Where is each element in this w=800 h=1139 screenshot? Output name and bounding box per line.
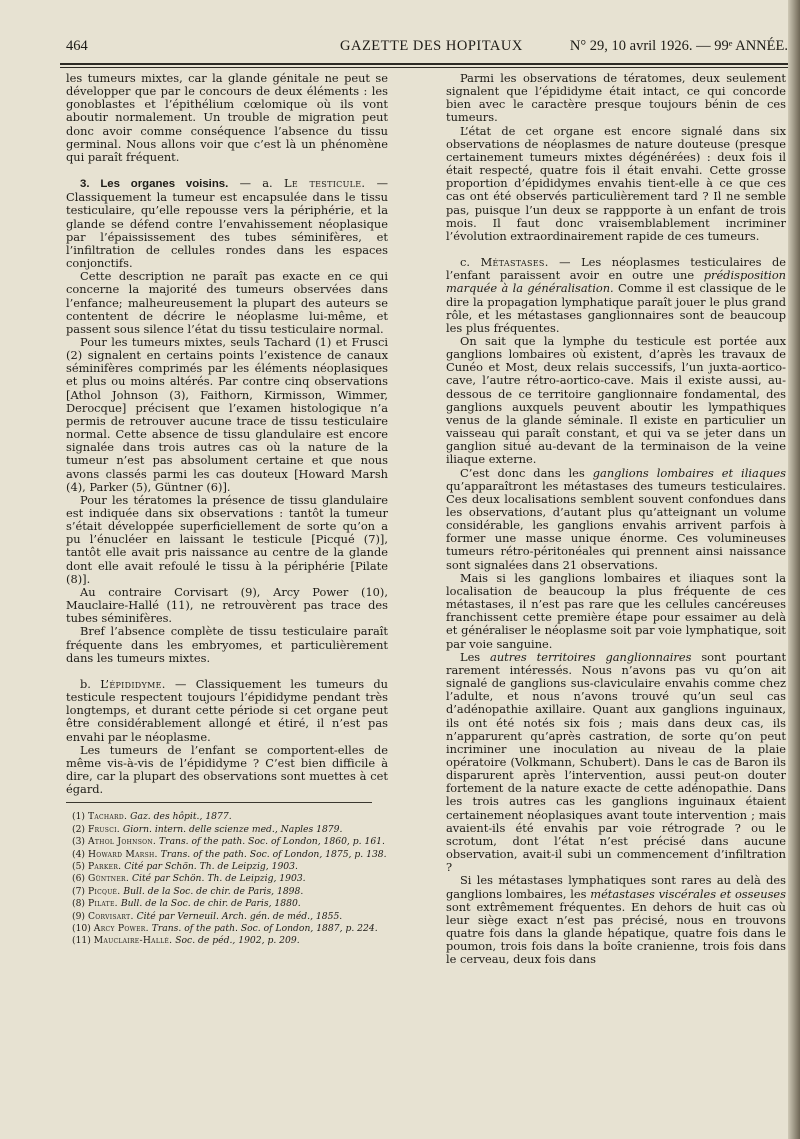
paragraph-text: — Classiquement les tumeurs du testicule respectent toujours l’épididyme pendant très longtemps, et durant cette période si cet organe peut être considérablement allongé et étiré, il n’est pas envahi par le néoplasme. xyxy=(66,676,388,744)
footnote: (5) Parker. Cité par Schön. Th. de Leipzig, 1903. xyxy=(72,860,298,872)
header-rule xyxy=(60,63,790,65)
subsection-marker: c. xyxy=(460,255,471,270)
emphasis: prédisposition marquée à la généralisation. xyxy=(446,268,786,296)
left-column xyxy=(66,72,388,1132)
emphasis: métastases viscérales et osseuses xyxy=(590,886,786,901)
paragraph: L’état de cet organe est encore signalé dans six observations de néoplasmes de nature douteuse (presque certainement tumeurs mixtes dégénérées) : deux fois il était respecté, quatre fois il était envahi. Cette grosse proportion d’épididymes envahis tient-elle à ce que ces cas ont été observés particulièrement tard ? Il ne semble pas, puisque l’un deux se rappporte à un enfant de trois mois. Il faut donc vraisemblablement incriminer l’évolution extraordinairement rapide de ces tumeurs. xyxy=(446,123,786,243)
footnote-rule xyxy=(66,802,372,803)
issue-info: N° 29, 10 avril 1926. — 99ᵉ ANNÉE. xyxy=(569,38,788,54)
paragraph: Pour les tumeurs mixtes, seuls Tachard (1) et Frusci (2) signalent en certains points l’existence de canaux séminifères comprimés par les éléments néoplasiques et plus ou moins altérés. Par contre cinq observations [Athol Johnson (3), Faithorn, Kirmisson, Wimmer, Derocque] précisent que l’examen histologique n’a permis de retrouver aucune trace de tissu testiculaire normal. Cette absence de tissu glandulaire est encore signalée dans trois autres cas où la nature de la tumeur n’est pas absolument certaine et que nous avons classés parmi les cas douteux [Howard Marsh (4), Parker (5), Güntner (6)]. xyxy=(66,334,388,494)
header-rule-thin xyxy=(60,67,790,68)
subsection-marker: — a. xyxy=(239,176,273,191)
page-number: 464 xyxy=(66,38,88,54)
page-header xyxy=(60,38,788,60)
paragraph: les tumeurs mixtes, car la glande génitale ne peut se développer que par le concours de deux éléments : les gonoblastes et l’épithélium cœlomique où ils vont aboutir normalement. Un trouble de migration peut donc avoir comme conséquence l’absence du tissu germinal. Nous allons voir que c’est là un phénomène qui paraît fréquent. xyxy=(66,72,388,164)
journal-title: GAZETTE DES HOPITAUX xyxy=(340,38,523,54)
binding-edge xyxy=(788,0,800,1139)
paragraph: Mais si les ganglions lombaires et iliaques sont la localisation de beaucoup la plus fréquente de ces métastases, il n’est pas rare que les cellules cancéreuses franchissent cette première étape pour essaimer au delà et généraliser le néoplasme soit par voie lymphatique, soit par voie sanguine. xyxy=(446,570,786,651)
footnote: (6) Güntner. Cité par Schön. Th. de Leipzig, 1903. xyxy=(72,873,306,885)
subsection-c-paragraph: c. Métastases. — Les néoplasmes testiculaires de l’enfant paraissent avoir en outre une prédisposition marquée à la généralisation. Comme il est classique de le dire la propagation lymphatique paraît jouer le plus grand rôle, et les métastases ganglionnaires sont de beaucoup les plus fréquentes. xyxy=(446,255,786,335)
footnote: (7) Picqué. Bull. de la Soc. de chir. de Paris, 1898. xyxy=(72,885,304,897)
paragraph-text: — Classiquement la tumeur est encapsulée dans le tissu testiculaire, qu’elle repousse vers la périphérie, et la glande se défend contre l’envahissement néoplasique par l’épaississement des tubes séminifères, et l’infiltration de cellules rondes dans les espaces conjonctifs. xyxy=(66,176,388,271)
paragraph: Cette description ne paraît pas exacte en ce qui concerne la majorité des tumeurs observées dans l’enfance; malheureusement la plupart des auteurs se contentent de décrire le néoplasme lui-même, et passent sous silence l’état du tissu testiculaire normal. xyxy=(66,269,388,336)
footnote: (4) Howard Marsh. Trans. of the path. Soc. of London, 1875, p. 138. xyxy=(72,848,387,860)
paragraph: Pour les tératomes la présence de tissu glandulaire est indiquée dans six observations : tantôt la tumeur s’était développée superficiellement de sorte qu’on a pu l’énucléer en laissant le testicule [Picqué (7)], tantôt elle avait pris naissance au centre de la glande dont elle avait refoulé le tissu à la périphérie [Pilate (8)]. xyxy=(66,492,388,586)
paragraph: Les tumeurs de l’enfant se comportent-elles de même vis-à-vis de l’épididyme ? C’est bien difficile à dire, car la plupart des observations sont muettes à cet égard. xyxy=(66,742,388,797)
paragraph: On sait que la lymphe du testicule est portée aux ganglions lombaires où existent, d’après les travaux de Cunéo et Most, deux relais successifs, l’un juxta-aortico-cave, l’autre rétro-aortico-cave. Mais il existe aussi, au-dessous de ce territoire ganglionnaire fondamental, des ganglions auxquels peuvent aboutir les lympathiques venus de la glande séminale. Il existe en particulier un vaisseau qui paraît constant, et qui va se jeter dans un ganglion situé au-devant de la terminaison de la veine iliaque externe. xyxy=(446,333,786,467)
paragraph: Au contraire Corvisart (9), Arcy Power (10), Mauclaire-Hallé (11), ne retrouvèrent pas trace des tubes séminifères. xyxy=(66,584,388,626)
section-heading: 3. Les organes voisins. xyxy=(80,178,229,191)
paragraph: Si les métastases lymphatiques sont rares au delà des ganglions lombaires, les métastases viscérales et osseuses sont extrêmement fréquentes. En dehors de huit cas où leur siège exact n’est pas précisé, nous en trouvons quatre fois dans la glande hépatique, quatre fois dans le poumon, trois fois dans la boîte cranienne, trois fois dans le cerveau, deux fois dans xyxy=(446,873,786,967)
footnote: (9) Corvisart. Cité par Verneuil. Arch. gén. de méd., 1855. xyxy=(72,910,343,922)
footnote: (11) Mauclaire-Hallé. Soc. de péd., 1902, p. 209. xyxy=(72,935,300,947)
footnotes xyxy=(66,811,388,947)
emphasis: autres territoires ganglionnaires xyxy=(490,649,692,664)
paragraph: Bref l’absence complète de tissu testiculaire paraît fréquente dans les embryomes, et particulièrement dans les tumeurs mixtes. xyxy=(66,624,388,665)
right-column xyxy=(446,72,786,1132)
subsection-title: L’épididyme. xyxy=(100,676,166,691)
footnote: (3) Athol Johnson. Trans. of the path. Soc. of London, 1860, p. 161. xyxy=(72,836,385,848)
footnote: (10) Arcy Power. Trans. of the path. Soc. of London, 1887, p. 224. xyxy=(72,922,378,934)
paragraph: C’est donc dans les ganglions lombaires et iliaques qu’apparaîtront les métastases des tumeurs testiculaires. Ces deux localisations semblent souvent confondues dans les observations, d’autant plus qu’atteignant un volume considérable, les ganglions envahis arrivent parfois à former une masse unique énorme. Ces volumineuses tumeurs rétro-péritonéales qui prennent ainsi naissance sont signalées dans 21 observations. xyxy=(446,465,786,572)
subsection-marker: b. xyxy=(80,676,91,691)
footnote: (8) Pilate. Bull. de la Soc. de chir. de Paris, 1880. xyxy=(72,898,301,910)
paragraph: Les autres territoires ganglionnaires sont pourtant rarement intéressés. Nous n’avons pas vu qu’on ait signalé de ganglions sus-claviculaire envahis comme chez l’adulte, et nous n’avons trouvé qu’un seul cas d’adénopathie axillaire. Quant aux ganglions inguinaux, ils ont été notés six fois ; mais dans deux cas, ils n’apparurent qu’après castration, de sorte qu’on peut incriminer une inoculation au niveau de la plaie opératoire (Volkmann, Schubert). Dans le cas de Baron ils disparurent après l’intervention, aussi peut-on douter fortement de la nature exacte de cette adénopathie. Dans les trois autres cas les ganglions inguinaux étaient certainement néoplasiques avant toute intervention ; mais avaient-ils été envahis par voie rétrograde ? ou le scrotum, dont l’état n’est précisé dans aucune observation, avait-il subi un commencement d’infiltration ? xyxy=(446,649,786,875)
section-3-paragraph xyxy=(66,177,388,270)
footnote: (2) Frusci. Giorn. intern. delle scienze med., Naples 1879. xyxy=(72,823,343,835)
subsection-title: Métastases. xyxy=(480,255,549,270)
paragraph: Parmi les observations de tératomes, deux seulement signalent que l’épididyme était intact, ce qui concorde bien avec le caractère presque toujours bénin de ces tumeurs. xyxy=(446,72,786,125)
subsection-b-paragraph xyxy=(66,678,388,744)
subsection-title: Le testicule. xyxy=(283,176,366,191)
emphasis: ganglions lombaires et iliaques xyxy=(592,465,786,480)
footnote: (1) Tachard. Gaz. des hôpit., 1877. xyxy=(72,811,232,823)
